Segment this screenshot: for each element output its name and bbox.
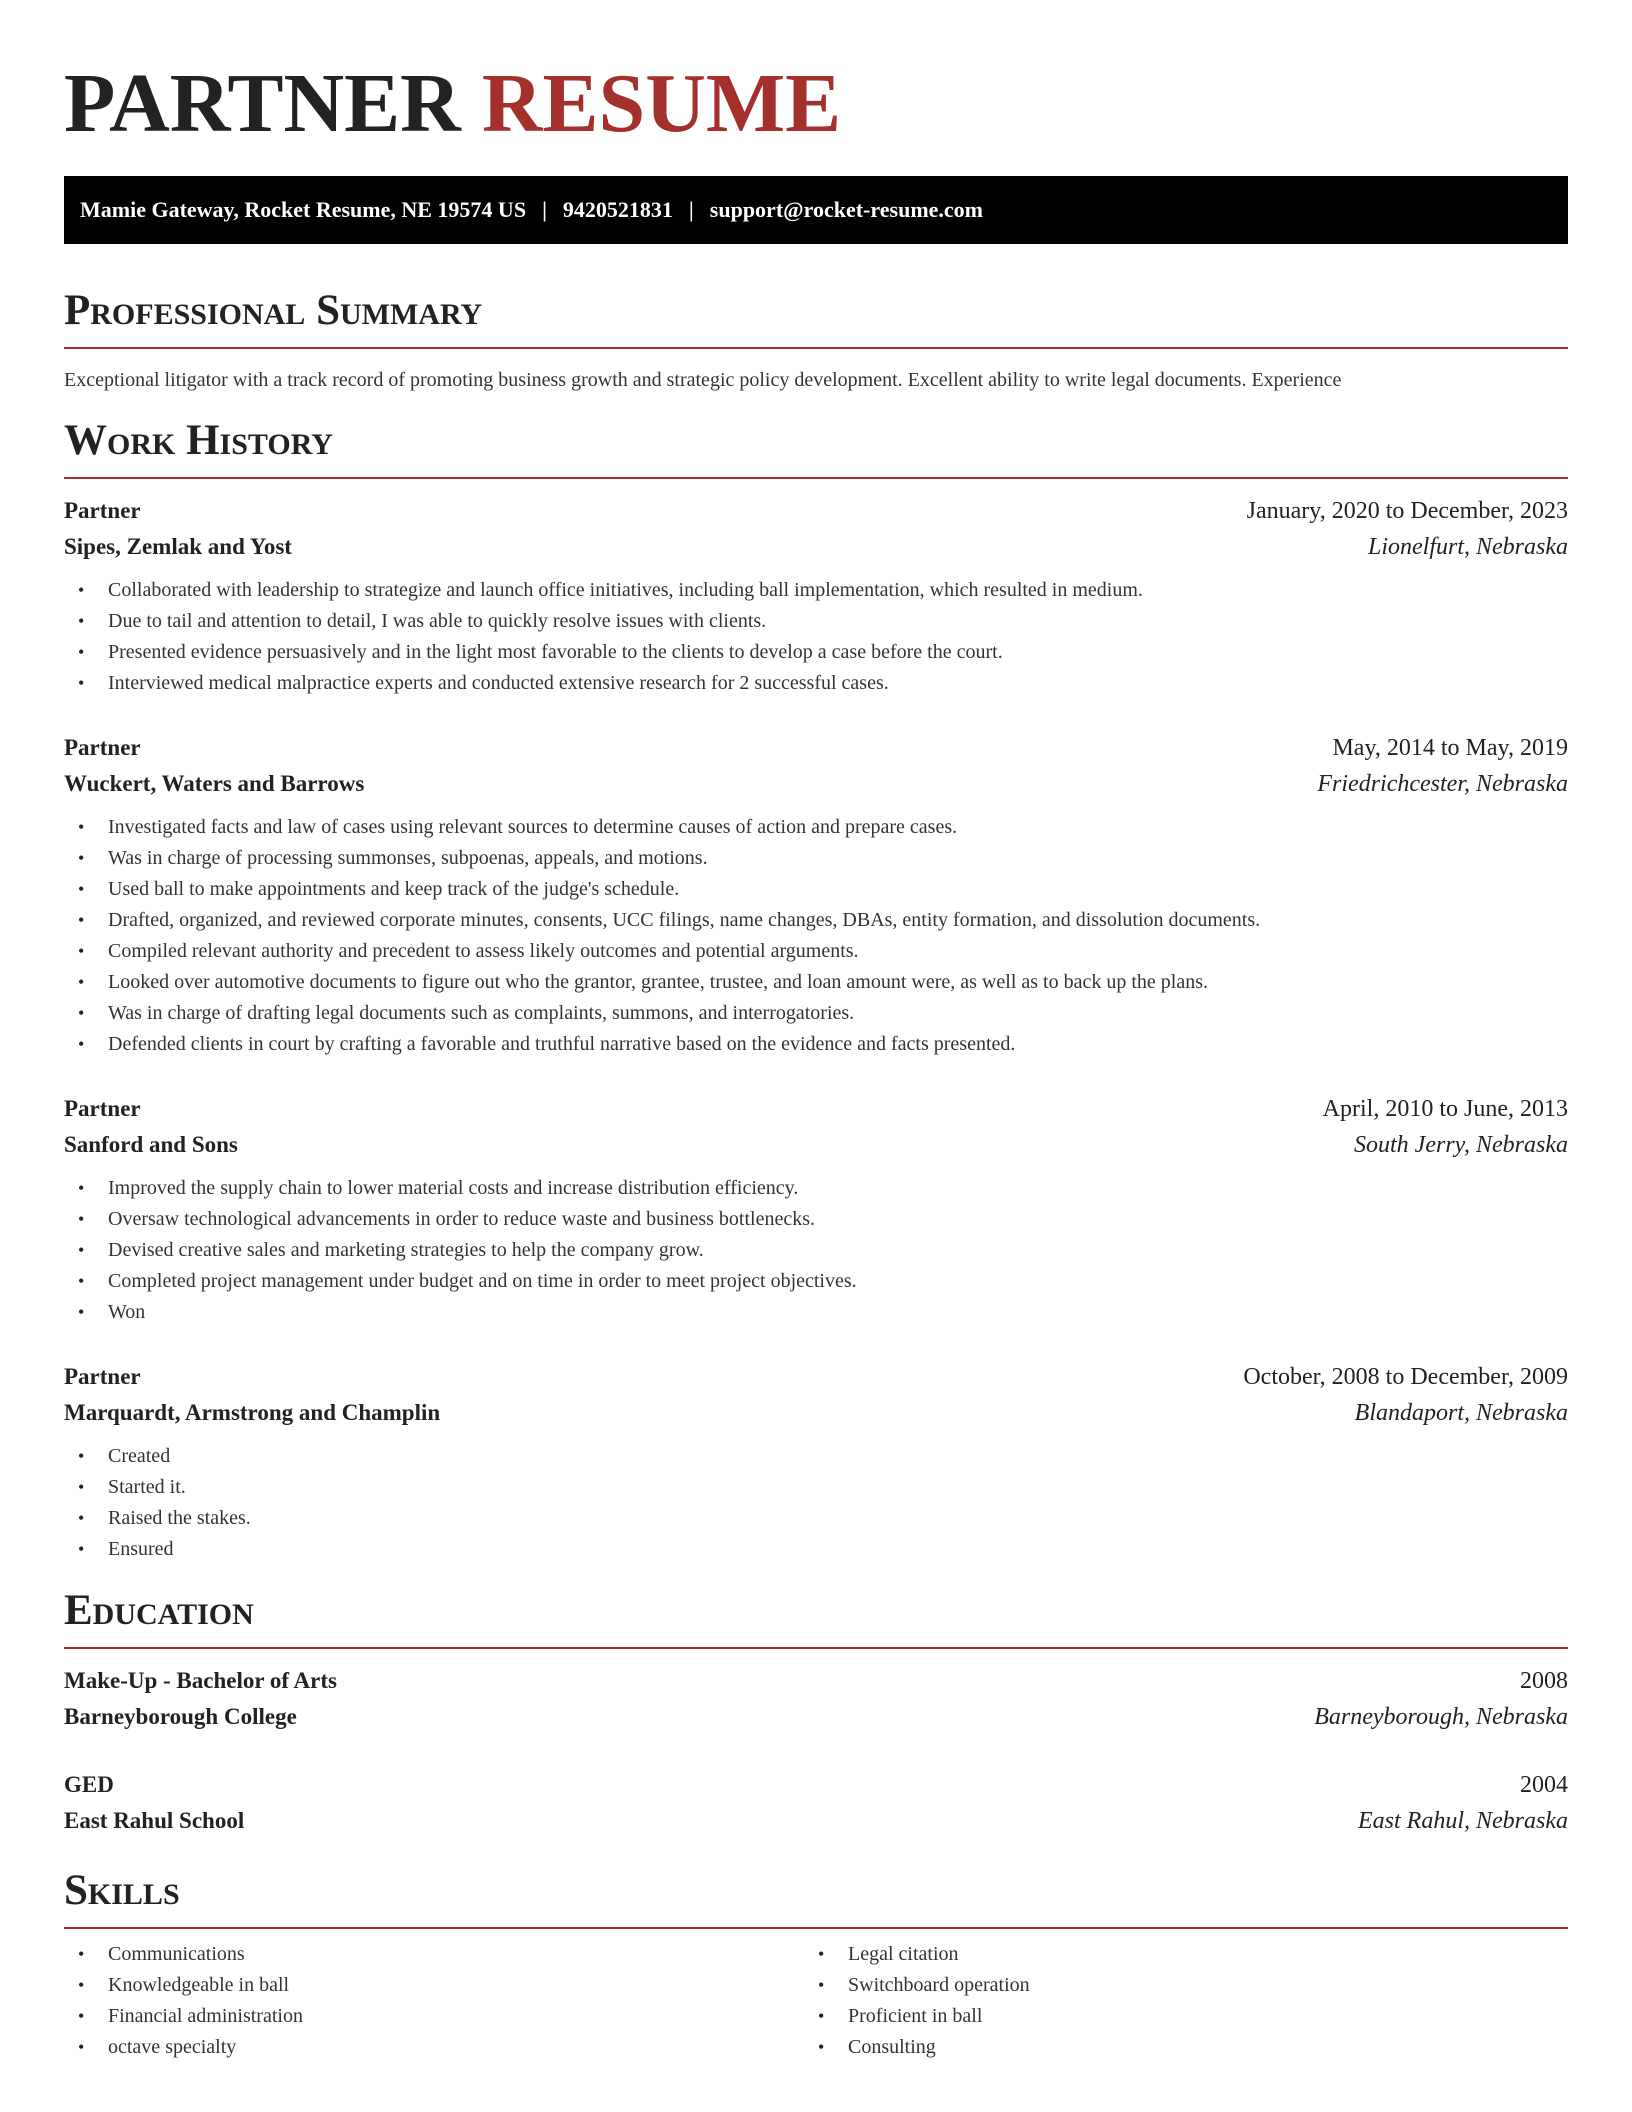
- bullet-dot: •: [78, 2037, 85, 2057]
- skill-item: • octave specialty: [64, 2032, 804, 2063]
- section-heading-work-history: Work History: [64, 417, 333, 464]
- job-company: Sipes, Zemlak and Yost: [64, 534, 292, 559]
- contact-email: support@rocket-resume.com: [709, 197, 983, 222]
- bullet-dot: •: [78, 1240, 85, 1260]
- job-bullet: • Presented evidence persuasively and in the light most favorable to the clients to develop a case before the court.: [64, 637, 1568, 668]
- job-bullet: • Devised creative sales and marketing strategies to help the company grow.: [64, 1235, 1568, 1266]
- job-entry: [64, 1328, 1568, 1565]
- job-company-row: [64, 1395, 1568, 1431]
- bullet-dot: •: [78, 941, 85, 961]
- summary-text: Exceptional litigator with a track record of promoting business growth and strategic policy development. Excellent ability to write legal documents. Experience: [64, 369, 1342, 391]
- job-title: Partner: [64, 1096, 141, 1121]
- education-degree: GED: [64, 1772, 114, 1797]
- job-bullet: • Created: [64, 1441, 1568, 1472]
- job-bullet: • Started it.: [64, 1472, 1568, 1503]
- contact-bar: [64, 176, 1568, 244]
- education-location: Barneyborough, Nebraska: [1314, 1704, 1568, 1730]
- job-company: Wuckert, Waters and Barrows: [64, 771, 365, 796]
- title-resume-word: RESUME: [481, 57, 842, 150]
- bullet-dot: •: [78, 1178, 85, 1198]
- education-year: 2004: [1520, 1772, 1568, 1798]
- education-degree: Make-Up - Bachelor of Arts: [64, 1668, 337, 1693]
- skills-grid: [64, 1929, 1568, 2063]
- education-entry: [64, 1649, 1568, 1735]
- education-year: 2008: [1520, 1668, 1568, 1694]
- job-dates: October, 2008 to December, 2009: [1243, 1364, 1568, 1390]
- bullet-dot: •: [78, 972, 85, 992]
- section-heading-education: Education: [64, 1587, 254, 1634]
- education-school: Barneyborough College: [64, 1704, 297, 1729]
- job-bullet-list: [64, 1163, 1568, 1328]
- education-section: [64, 1565, 1568, 1839]
- job-bullet: • Oversaw technological advancements in order to reduce waste and business bottlenecks.: [64, 1204, 1568, 1235]
- job-bullet: • Was in charge of drafting legal documents such as complaints, summons, and interrogatories.: [64, 998, 1568, 1029]
- education-school-row: [64, 1699, 1568, 1735]
- job-bullet-list: [64, 802, 1568, 1060]
- skill-item: • Consulting: [804, 2032, 1568, 2063]
- skill-item: • Knowledgeable in ball: [64, 1970, 804, 2001]
- job-title: Partner: [64, 735, 141, 760]
- job-entry: [64, 699, 1568, 1060]
- job-bullet: • Raised the stakes.: [64, 1503, 1568, 1534]
- contact-address: Mamie Gateway, Rocket Resume, NE 19574 US: [80, 197, 527, 222]
- bullet-dot: •: [78, 1271, 85, 1291]
- job-entry: [64, 479, 1568, 699]
- job-header-row: [64, 493, 1568, 529]
- education-location: East Rahul, Nebraska: [1358, 1808, 1568, 1834]
- job-company-row: [64, 529, 1568, 565]
- education-entry: [64, 1735, 1568, 1839]
- job-entry: [64, 1060, 1568, 1328]
- job-bullet: • Drafted, organized, and reviewed corporate minutes, consents, UCC filings, name changes, DBAs, entity formation, and dissolution documents.: [64, 905, 1568, 936]
- bullet-dot: •: [78, 673, 85, 693]
- bullet-dot: •: [818, 2037, 825, 2057]
- job-bullet: • Completed project management under budget and on time in order to meet project objectives.: [64, 1266, 1568, 1297]
- bullet-dot: •: [78, 642, 85, 662]
- resume-title: [64, 0, 1568, 150]
- job-bullet: • Used ball to make appointments and keep track of the judge's schedule.: [64, 874, 1568, 905]
- contact-separator: |: [688, 197, 694, 222]
- job-company: Sanford and Sons: [64, 1132, 238, 1157]
- bullet-dot: •: [78, 1302, 85, 1322]
- skill-item: • Communications: [64, 1939, 804, 1970]
- contact-separator: |: [542, 197, 547, 222]
- job-bullet: • Defended clients in court by crafting a favorable and truthful narrative based on the evidence and facts presented.: [64, 1029, 1568, 1060]
- contact-phone: 9420521831: [562, 197, 673, 222]
- job-dates: January, 2020 to December, 2023: [1246, 498, 1568, 524]
- bullet-dot: •: [78, 1477, 85, 1497]
- skills-column-right: [804, 1939, 1568, 2063]
- education-degree-row: [64, 1663, 1568, 1699]
- bullet-dot: •: [78, 580, 85, 600]
- job-header-row: [64, 730, 1568, 766]
- job-bullet: • Investigated facts and law of cases using relevant sources to determine causes of action and prepare cases.: [64, 812, 1568, 843]
- job-bullet-list: [64, 565, 1568, 699]
- job-location: Lionelfurt, Nebraska: [1367, 534, 1568, 560]
- bullet-dot: •: [78, 848, 85, 868]
- job-bullet: • Due to tail and attention to detail, I was able to quickly resolve issues with clients.: [64, 606, 1568, 637]
- bullet-dot: •: [78, 1539, 85, 1559]
- skill-item: • Switchboard operation: [804, 1970, 1568, 2001]
- job-dates: May, 2014 to May, 2019: [1332, 735, 1568, 761]
- job-company-row: [64, 766, 1568, 802]
- job-bullet-list: [64, 1431, 1568, 1565]
- skills-column-left: [64, 1939, 804, 2063]
- job-company-row: [64, 1127, 1568, 1163]
- bullet-dot: •: [818, 1975, 825, 1995]
- bullet-dot: •: [78, 1003, 85, 1023]
- job-location: Friedrichcester, Nebraska: [1317, 771, 1568, 797]
- job-header-row: [64, 1091, 1568, 1127]
- bullet-dot: •: [78, 1209, 85, 1229]
- bullet-dot: •: [78, 2006, 85, 2026]
- bullet-dot: •: [78, 817, 85, 837]
- skills-section: [64, 1839, 1568, 2063]
- skill-item: • Financial administration: [64, 2001, 804, 2032]
- skill-item: • Legal citation: [804, 1939, 1568, 1970]
- education-degree-row: [64, 1767, 1568, 1803]
- job-bullet: • Was in charge of processing summonses, subpoenas, appeals, and motions.: [64, 843, 1568, 874]
- bullet-dot: •: [78, 910, 85, 930]
- job-bullet: • Won: [64, 1297, 1568, 1328]
- work-history-section: [64, 393, 1568, 1565]
- job-bullet: • Compiled relevant authority and precedent to assess likely outcomes and potential arguments.: [64, 936, 1568, 967]
- job-bullet: • Interviewed medical malpractice experts and conducted extensive research for 2 successful cases.: [64, 668, 1568, 699]
- title-role: PARTNER: [64, 57, 461, 150]
- bullet-dot: •: [78, 1508, 85, 1528]
- job-bullet: • Collaborated with leadership to strategize and launch office initiatives, including ball implementation, which resulted in medium.: [64, 575, 1568, 606]
- bullet-dot: •: [78, 879, 85, 899]
- education-school: East Rahul School: [64, 1808, 245, 1833]
- bullet-dot: •: [818, 1944, 825, 1964]
- job-location: Blandaport, Nebraska: [1354, 1400, 1568, 1426]
- bullet-dot: •: [78, 1034, 85, 1054]
- summary-section: [64, 244, 1568, 393]
- section-heading-skills: Skills: [64, 1867, 180, 1914]
- job-dates: April, 2010 to June, 2013: [1322, 1096, 1568, 1122]
- job-header-row: [64, 1359, 1568, 1395]
- job-location: South Jerry, Nebraska: [1354, 1132, 1568, 1158]
- bullet-dot: •: [78, 1446, 85, 1466]
- skill-item: • Proficient in ball: [804, 2001, 1568, 2032]
- job-title: Partner: [64, 1364, 141, 1389]
- bullet-dot: •: [78, 1944, 85, 1964]
- job-bullet: • Looked over automotive documents to figure out who the grantor, grantee, trustee, and loan amount were, as well as to back up the plans.: [64, 967, 1568, 998]
- job-title: Partner: [64, 498, 141, 523]
- section-heading-summary: Professional Summary: [64, 287, 483, 334]
- bullet-dot: •: [78, 1975, 85, 1995]
- bullet-dot: •: [818, 2006, 825, 2026]
- job-company: Marquardt, Armstrong and Champlin: [64, 1400, 441, 1425]
- education-school-row: [64, 1803, 1568, 1839]
- bullet-dot: •: [78, 611, 85, 631]
- job-bullet: • Improved the supply chain to lower material costs and increase distribution efficiency.: [64, 1173, 1568, 1204]
- job-bullet: • Ensured: [64, 1534, 1568, 1565]
